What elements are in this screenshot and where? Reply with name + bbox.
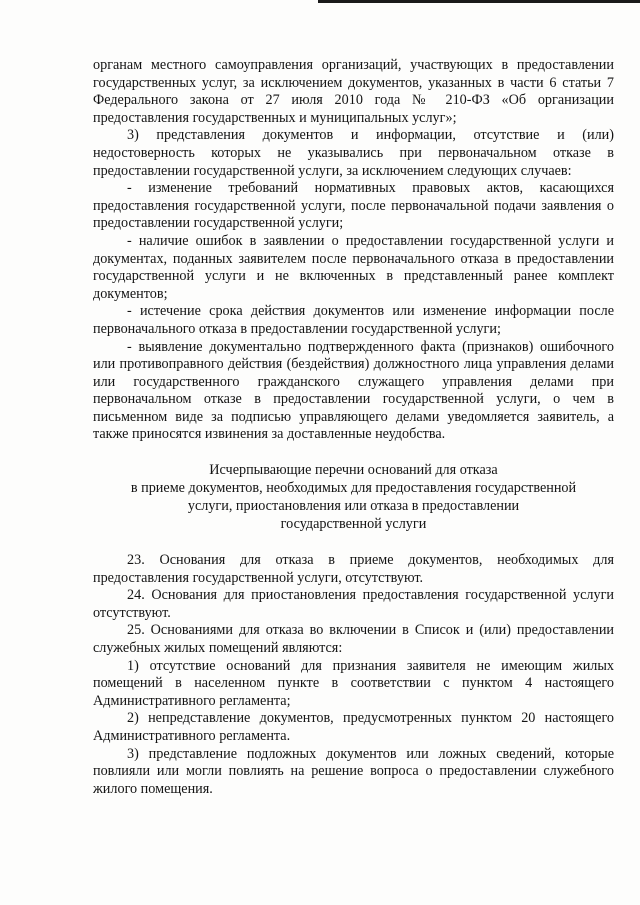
heading-line-4: государственной услуги xyxy=(280,516,427,533)
point-25-subitem-1: 1) отсутствие оснований для признания заявителя не имеющим жилых помещений в населенном пункте в соответствии с пунктом 4 настоящего Административного регламента; xyxy=(93,657,614,709)
point-24: 24. Основания для приостановления предоставления государственной услуги отсутствуют. xyxy=(93,587,614,621)
paragraph-dash-4: - выявление документально подтвержденного факта (признаков) ошибочного или противоправного действия (бездействия) должностного лица управления делами или государственного гражданского служащего управления делами при первоначальном отказе в предоставлении государственной услуги, о чем в письменном виде за подписью управляющего делами уведомляется заявитель, а также приносятся извинения за доставленные неудобства. xyxy=(93,338,614,443)
spacer xyxy=(93,444,614,461)
spacer xyxy=(93,533,614,552)
paragraph-continuation: органам местного самоуправления организаций, участвующих в предоставлении государственных услуг, за исключением документов, указанных в части 6 статьи 7 Федерального закона от 27 июля 2010 года № 210-ФЗ «Об организации предоставления государственных и муниципальных услуг»; xyxy=(93,57,614,126)
paragraph-item-3: 3) представления документов и информации, отсутствие и (или) недостоверность которых не указывались при первоначальном отказе в предоставлении государственной услуги, за исключением следующих случаев: xyxy=(93,127,614,179)
heading-line-1: Исчерпывающие перечни оснований для отказа xyxy=(209,462,498,479)
heading-line-3: услуги, приостановления или отказа в предоставлении xyxy=(187,498,520,515)
document-body xyxy=(93,57,614,798)
paragraph-dash-3: - истечение срока действия документов или изменение информации после первоначального отказа в предоставлении государственной услуги; xyxy=(93,303,614,337)
paragraph-dash-2: - наличие ошибок в заявлении о предоставлении государственной услуги и документах, поданных заявителем после первоначального отказа в предоставлении государственной услуги и не включенных в представленный ранее комплект документов; xyxy=(93,232,614,302)
point-23: 23. Основания для отказа в приеме документов, необходимых для предоставления государственной услуги, отсутствуют. xyxy=(93,552,614,586)
point-25-subitem-2: 2) непредставление документов, предусмотренных пунктом 20 настоящего Административного регламента. xyxy=(93,710,614,744)
heading-line-2: в приеме документов, необходимых для предоставления государственной xyxy=(130,480,577,497)
paragraph-dash-1: - изменение требований нормативных правовых актов, касающихся предоставления государственной услуги, после первоначальной подачи заявления о предоставлении государственной услуги; xyxy=(93,180,614,232)
section-heading xyxy=(93,461,614,533)
point-25-subitem-3: 3) представление подложных документов или ложных сведений, которые повлияли или могли повлиять на решение вопроса о предоставлении служебного жилого помещения. xyxy=(93,745,614,797)
scan-edge-line xyxy=(318,0,640,3)
point-25: 25. Основаниями для отказа во включении в Список и (или) предоставлении служебных жилых помещений являются: xyxy=(93,622,614,657)
